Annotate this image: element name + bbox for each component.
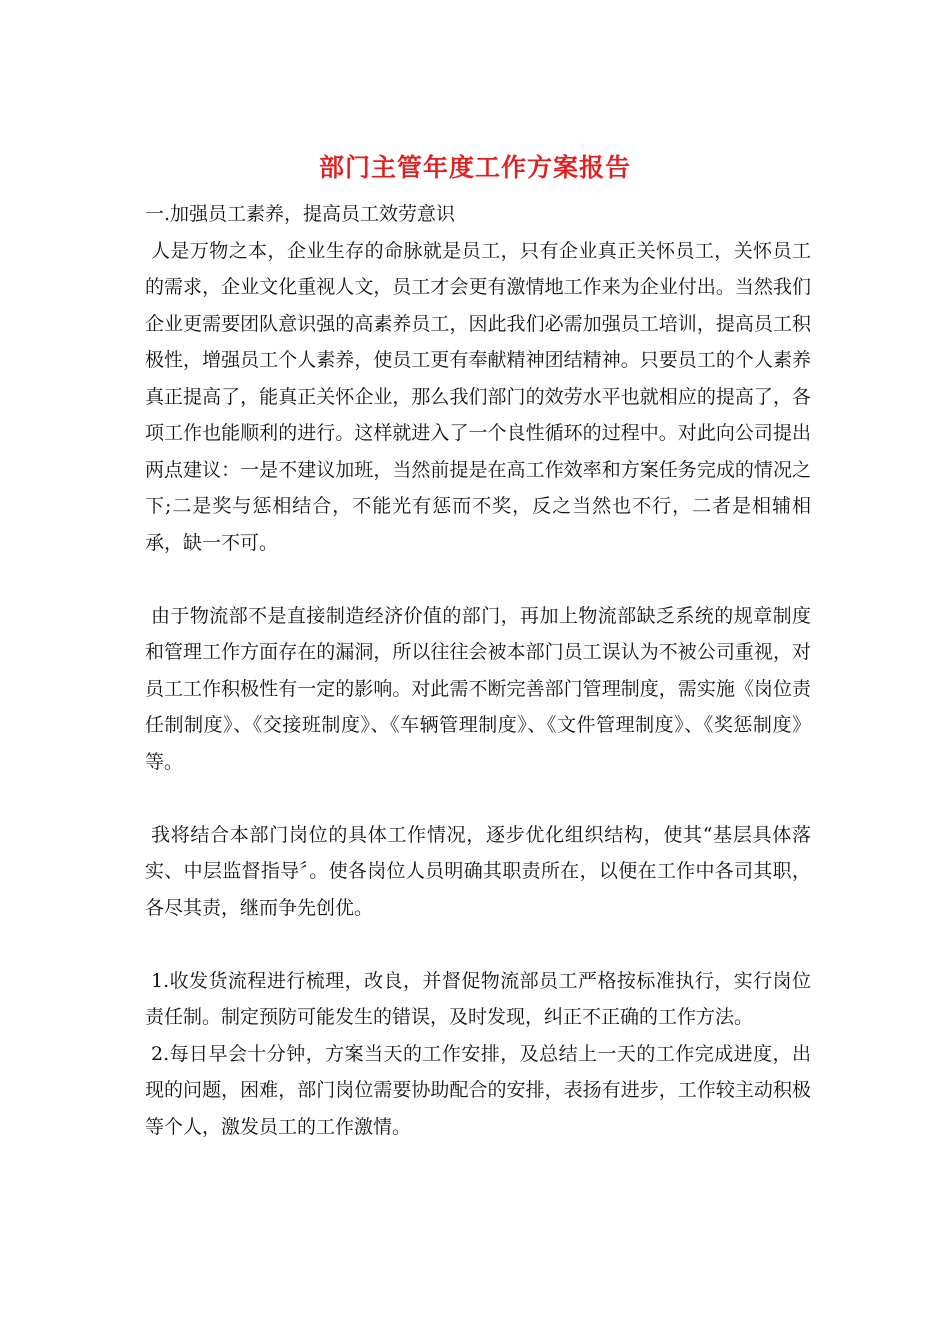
document-title: 部门主管年度工作方案报告 bbox=[318, 153, 631, 182]
paragraph-gap bbox=[145, 561, 811, 598]
paragraph-employee-quality: 人是万物之本，企业生存的命脉就是员工，只有企业真正关怀员工，关怀员工的需求，企业文化重视人文，员工才会更有激情地工作来为企业付出。当然我们企业更需要团队意识强的高素养员工，因此我们必需加强员工培训，提高员工积极性，增强员工个人素养，使员工更有奉献精神团结精神。只要员工的个人素养真正提高了，能真正关怀企业，那么我们部门的效劳水平也就相应的提高了，各项工作也能顺利的进行。这样就进入了一个良性循环的过程中。对此向公司提出两点建议：一是不建议加班，当然前提是在高工作效率和方案任务完成的情况之下;二是奖与惩相结合，不能光有惩而不奖，反之当然也不行，二者是相辅相承，缺一不可。 bbox=[145, 239, 811, 554]
list-item-1: 1.收发货流程进行梳理，改良，并督促物流部员工严格按标准执行，实行岗位责任制。制定预防可能发生的错误，及时发现，纠正不正确的工作方法。 bbox=[145, 969, 811, 1028]
paragraph-gap bbox=[145, 780, 811, 817]
paragraph-management-system: 由于物流部不是直接制造经济价值的部门，再加上物流部缺乏系统的规章制度和管理工作方面存在的漏洞，所以往往会被本部门员工误认为不被公司重视，对员工工作积极性有一定的影响。对此需不断完善部门管理制度，需实施《岗位责任制制度》、《交接班制度》、《车辆管理制度》、《文件管理制度》、《奖惩制度》等。 bbox=[145, 604, 811, 773]
paragraph-gap bbox=[145, 926, 811, 963]
document-body bbox=[145, 196, 811, 1145]
section-heading: 一.加强员工素养，提高员工效劳意识 bbox=[145, 203, 456, 225]
paragraph-organization-structure: 我将结合本部门岗位的具体工作情况，逐步优化组织结构，使其“基层具体落实、中层监督指导〞。使各岗位人员明确其职责所在，以便在工作中各司其职，各尽其责，继而争先创优。 bbox=[145, 823, 811, 919]
list-item-2: 2.每日早会十分钟，方案当天的工作安排，及总结上一天的工作完成进度，出现的问题，困难，部门岗位需要协助配合的安排，表扬有进步，工作较主动积极等个人，激发员工的工作激情。 bbox=[145, 1042, 811, 1138]
